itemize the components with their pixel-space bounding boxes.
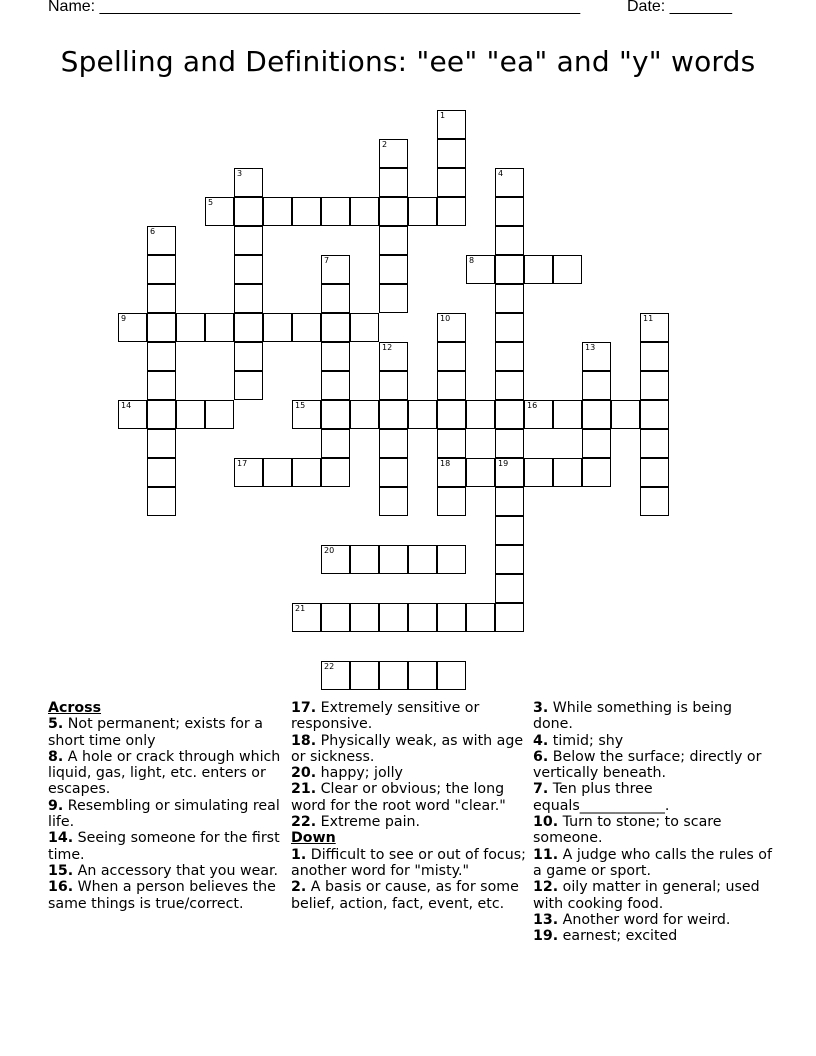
crossword-cell[interactable] — [437, 139, 466, 168]
crossword-cell[interactable] — [205, 313, 234, 342]
crossword-cell[interactable] — [640, 313, 669, 342]
crossword-cell[interactable] — [205, 400, 234, 429]
crossword-cell[interactable] — [495, 168, 524, 197]
crossword-cell[interactable] — [379, 284, 408, 313]
clue-number: 17 — [237, 459, 248, 468]
clue-column-3 — [533, 700, 773, 944]
crossword-cell[interactable] — [147, 226, 176, 255]
crossword-cell[interactable] — [437, 313, 466, 342]
crossword-cell[interactable] — [292, 197, 321, 226]
crossword-cell[interactable] — [437, 661, 466, 690]
date-field[interactable]: Date: _______ — [627, 0, 732, 15]
crossword-cell[interactable] — [495, 458, 524, 487]
clue-number: 19 — [498, 459, 509, 468]
crossword-cell[interactable] — [379, 168, 408, 197]
clue-number: 7 — [324, 256, 330, 265]
clue-number: 6 — [150, 227, 156, 236]
crossword-cell[interactable] — [321, 400, 350, 429]
clue-number: 20 — [324, 546, 335, 555]
clue-across-17: 17. Extremely sensitive or responsive. — [291, 700, 480, 733]
crossword-cell[interactable] — [553, 255, 582, 284]
clue-across-22: 22. Extreme pain. — [291, 814, 421, 831]
clue-down-3: 3. While something is being done. — [533, 700, 733, 733]
crossword-cell[interactable] — [582, 429, 611, 458]
crossword-cell[interactable] — [321, 661, 350, 690]
crossword-cell[interactable] — [350, 603, 379, 632]
clue-down-7: 7. Ten plus three equals____________. — [533, 781, 670, 814]
crossword-cell[interactable] — [292, 458, 321, 487]
crossword-cell[interactable] — [495, 603, 524, 632]
crossword-cell[interactable] — [524, 400, 553, 429]
crossword-cell[interactable] — [379, 487, 408, 516]
crossword-cell[interactable] — [321, 429, 350, 458]
crossword-cell[interactable] — [234, 255, 263, 284]
crossword-cell[interactable] — [379, 429, 408, 458]
crossword-cell[interactable] — [466, 603, 495, 632]
clue-number: 9 — [121, 314, 127, 323]
crossword-cell[interactable] — [466, 458, 495, 487]
clue-down-1: 1. Difficult to see or out of focus; another word for "misty." — [291, 846, 526, 879]
crossword-cell[interactable] — [350, 545, 379, 574]
crossword-cell[interactable] — [437, 371, 466, 400]
page-title: Spelling and Definitions: "ee" "ea" and "y" words — [60, 45, 756, 78]
crossword-cell[interactable] — [234, 226, 263, 255]
crossword-cell[interactable] — [640, 371, 669, 400]
clue-across-18: 18. Physically weak, as with age or sickness. — [291, 732, 524, 765]
crossword-cell[interactable] — [495, 429, 524, 458]
crossword-cell[interactable] — [147, 313, 176, 342]
clue-across-9: 9. Resembling or simulating real life. — [48, 797, 280, 831]
crossword-cell[interactable] — [379, 458, 408, 487]
crossword-cell[interactable] — [495, 284, 524, 313]
clue-column-1 — [48, 700, 284, 912]
down-heading: Down — [291, 830, 336, 847]
crossword-cell[interactable] — [147, 429, 176, 458]
crossword-cell[interactable] — [321, 197, 350, 226]
clue-across-5: 5. Not permanent; exists for a short time only — [48, 716, 263, 749]
crossword-cell[interactable] — [437, 400, 466, 429]
clue-number: 3 — [237, 169, 243, 178]
crossword-cell[interactable] — [582, 400, 611, 429]
crossword-cell[interactable] — [437, 342, 466, 371]
crossword-cell[interactable] — [292, 313, 321, 342]
crossword-cell[interactable] — [321, 342, 350, 371]
name-field[interactable]: Name: ______________________________________________________ — [48, 0, 581, 15]
crossword-cell[interactable] — [350, 661, 379, 690]
clue-down-6: 6. Below the surface; directly or vertically beneath. — [533, 748, 762, 782]
crossword-cell[interactable] — [176, 313, 205, 342]
crossword-cell[interactable] — [582, 458, 611, 487]
clue-number: 18 — [440, 459, 451, 468]
crossword-cell[interactable] — [379, 545, 408, 574]
crossword-cell[interactable] — [495, 342, 524, 371]
clue-number: 4 — [498, 169, 504, 178]
clue-across-20: 20. happy; jolly — [291, 765, 403, 782]
clue-across-8: 8. A hole or crack through which liquid, gas, light, etc. enters or escapes. — [48, 748, 281, 798]
clue-number: 16 — [527, 401, 538, 410]
crossword-cell[interactable] — [495, 574, 524, 603]
crossword-cell[interactable] — [118, 400, 147, 429]
clue-number: 11 — [643, 314, 654, 323]
crossword-cell[interactable] — [437, 545, 466, 574]
crossword-cell[interactable] — [408, 603, 437, 632]
clue-number: 12 — [382, 343, 393, 352]
crossword-cell[interactable] — [408, 400, 437, 429]
crossword-cell[interactable] — [437, 458, 466, 487]
crossword-cell[interactable] — [234, 197, 263, 226]
clue-number: 8 — [469, 256, 475, 265]
crossword-cell[interactable] — [234, 313, 263, 342]
clue-number: 21 — [295, 604, 306, 613]
crossword-cell[interactable] — [611, 400, 640, 429]
crossword-cell[interactable] — [147, 487, 176, 516]
crossword-cell[interactable] — [379, 603, 408, 632]
crossword-cell[interactable] — [582, 342, 611, 371]
crossword-cell[interactable] — [263, 197, 292, 226]
crossword-cell[interactable] — [321, 313, 350, 342]
crossword-cell[interactable] — [321, 371, 350, 400]
crossword-cell[interactable] — [147, 400, 176, 429]
crossword-cell[interactable] — [118, 313, 147, 342]
crossword-cell[interactable] — [640, 400, 669, 429]
crossword-cell[interactable] — [437, 110, 466, 139]
crossword-cell[interactable] — [263, 313, 292, 342]
crossword-cell[interactable] — [495, 516, 524, 545]
crossword-cell[interactable] — [350, 313, 379, 342]
clue-number: 2 — [382, 140, 388, 149]
crossword-cell[interactable] — [408, 545, 437, 574]
crossword-cell[interactable] — [437, 429, 466, 458]
crossword-cell[interactable] — [437, 603, 466, 632]
crossword-cell[interactable] — [524, 458, 553, 487]
crossword-cell[interactable] — [640, 458, 669, 487]
crossword-cell[interactable] — [234, 284, 263, 313]
clue-number: 10 — [440, 314, 451, 323]
crossword-cell[interactable] — [292, 400, 321, 429]
crossword-cell[interactable] — [495, 255, 524, 284]
crossword-cell[interactable] — [495, 371, 524, 400]
crossword-cell[interactable] — [437, 168, 466, 197]
crossword-cell[interactable] — [495, 226, 524, 255]
crossword-cell[interactable] — [553, 400, 582, 429]
crossword-cell[interactable] — [350, 197, 379, 226]
crossword-cell[interactable] — [379, 342, 408, 371]
crossword-cell[interactable] — [176, 400, 205, 429]
crossword-cell[interactable] — [147, 342, 176, 371]
crossword-cell[interactable] — [495, 487, 524, 516]
crossword-cell[interactable] — [437, 197, 466, 226]
crossword-cell[interactable] — [263, 458, 292, 487]
clue-number: 5 — [208, 198, 214, 207]
clue-down-2: 2. A basis or cause, as for some belief, action, fact, event, etc. — [291, 879, 519, 912]
clue-down-13: 13. Another word for weird. — [533, 911, 731, 928]
crossword-cell[interactable] — [640, 429, 669, 458]
crossword-cell[interactable] — [495, 197, 524, 226]
clue-down-10: 10. Turn to stone; to scare someone. — [533, 814, 722, 847]
clue-number: 1 — [440, 111, 446, 120]
crossword-cell[interactable] — [379, 255, 408, 284]
crossword-cell[interactable] — [321, 284, 350, 313]
crossword-cell[interactable] — [147, 255, 176, 284]
crossword-cell[interactable] — [466, 400, 495, 429]
clue-column-2 — [291, 700, 531, 912]
crossword-cell[interactable] — [379, 226, 408, 255]
crossword-cell[interactable] — [379, 139, 408, 168]
crossword-cell[interactable] — [234, 458, 263, 487]
clue-down-11: 11. A judge who calls the rules of a game or sport. — [533, 846, 772, 879]
crossword-cell[interactable] — [292, 603, 321, 632]
crossword-cell[interactable] — [408, 197, 437, 226]
crossword-cell[interactable] — [379, 197, 408, 226]
crossword-cell[interactable] — [234, 342, 263, 371]
crossword-cell[interactable] — [321, 255, 350, 284]
crossword-cell[interactable] — [495, 313, 524, 342]
clue-down-4: 4. timid; shy — [533, 732, 624, 749]
crossword-cell[interactable] — [582, 371, 611, 400]
clue-across-14: 14. Seeing someone for the first time. — [48, 830, 280, 863]
crossword-cell[interactable] — [408, 661, 437, 690]
crossword-cell[interactable] — [234, 168, 263, 197]
crossword-cell[interactable] — [234, 371, 263, 400]
clue-number: 22 — [324, 662, 335, 671]
clue-number: 14 — [121, 401, 132, 410]
crossword-cell[interactable] — [640, 342, 669, 371]
clue-across-15: 15. An accessory that you wear. — [48, 862, 279, 879]
clue-across-21: 21. Clear or obvious; the long word for the root word "clear." — [291, 781, 506, 814]
clue-number: 13 — [585, 343, 596, 352]
crossword-cell[interactable] — [321, 603, 350, 632]
crossword-cell[interactable] — [466, 255, 495, 284]
crossword-cell[interactable] — [379, 371, 408, 400]
crossword-cell[interactable] — [147, 284, 176, 313]
crossword-cell[interactable] — [640, 487, 669, 516]
crossword-cell[interactable] — [495, 545, 524, 574]
crossword-cell[interactable] — [147, 458, 176, 487]
crossword-cell[interactable] — [437, 487, 466, 516]
clue-down-19: 19. earnest; excited — [533, 928, 678, 945]
crossword-cell[interactable] — [495, 400, 524, 429]
clue-across-16: 16. When a person believes the same things is true/correct. — [48, 879, 276, 912]
crossword-cell[interactable] — [553, 458, 582, 487]
crossword-cell[interactable] — [379, 661, 408, 690]
crossword-cell[interactable] — [205, 197, 234, 226]
across-heading: Across — [48, 700, 102, 716]
crossword-cell[interactable] — [147, 371, 176, 400]
crossword-cell[interactable] — [524, 255, 553, 284]
crossword-cell[interactable] — [321, 545, 350, 574]
clue-down-12: 12. oily matter in general; used with cooking food. — [533, 879, 760, 912]
crossword-cell[interactable] — [350, 400, 379, 429]
crossword-cell[interactable] — [379, 400, 408, 429]
clue-number: 15 — [295, 401, 306, 410]
crossword-cell[interactable] — [321, 458, 350, 487]
